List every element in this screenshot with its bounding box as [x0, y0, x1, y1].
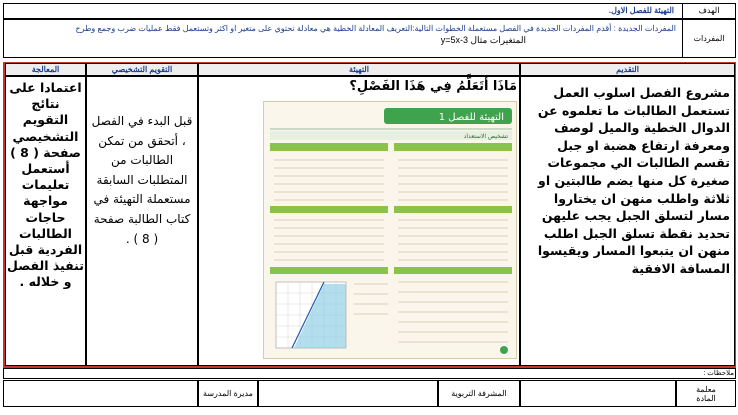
- vocab-label: المفردات: [682, 19, 736, 58]
- warmup-title: مَاذَا أَتَعَلَّمُ فِي هَذَا الفَصْلِ؟: [349, 79, 517, 94]
- vocab-example: المتغيرات مثال y=5x-3: [440, 35, 526, 45]
- diagnostic-text: قبل البدء في الفصل ، أتحقق من تمكن الطالبات من المتطلبات السابقة مستعملة التهيئة في كتاب الطالبة صفحة ( 8 ) .: [91, 114, 193, 246]
- goal-text: التهيئة للفصل الاول.: [3, 3, 683, 19]
- intro-text: مشروع الفصل اسلوب العمل تستعمل الطالبات ما تعلموه عن الدوال الخطية والميل لوصف ومعرفة ارتفاع هضبة او جبل تقسم الطالبات الي مجموعات صغيرة كل منها يضم طالبتين او ثلاثة واطلب منهن ان يختاروا مسار لتسلق الجبل يجب عليهن تحديد نقطة تسلق الجبل اطلب منهن ان يتبعوا المسار ويقيسوا المسافة الافقية: [537, 85, 730, 276]
- textbook-page-drawing: [264, 102, 517, 359]
- principal-signature-field[interactable]: [3, 380, 198, 407]
- teacher-signature-field[interactable]: [520, 380, 676, 407]
- supervisor-signature-label: المشرفة التربوية: [438, 380, 520, 407]
- col-header-warmup: التهيئة: [198, 63, 520, 76]
- vocab-cell: [3, 19, 683, 58]
- textbook-subtitle: تشخيص الاستعداد: [463, 133, 508, 140]
- principal-signature-label: مديرة المدرسة: [198, 380, 258, 407]
- col-header-treatment: المعالجة: [5, 63, 86, 76]
- col-header-diagnostic: التقويم التشخيصي: [86, 63, 198, 76]
- treatment-text: اعتمادا على نتائج التقويم التشخيصي صفحة ( 8 ) أستعمل تعليمات مواجهة حاجات الطالبات الفردية قبل تنفيذ الفصل و خلاله .: [7, 80, 84, 290]
- textbook-title: التهيئة للفصل 1: [438, 112, 504, 123]
- notes-row: [3, 368, 736, 379]
- graph-grid: [276, 282, 346, 348]
- teacher-signature-label: معلمة المادة: [676, 380, 736, 407]
- goal-label: الهدف: [682, 3, 736, 19]
- vocab-text: المفردات الجديدة : أقدم المفردات الجديدة في الفصل مستعملة الخطوات التالية:التعريف المعادلة الخطية هي معادلة تحتوي على متغير او اكثر وتستعمل فقط عمليات ضرب وجمع وطرح: [75, 24, 676, 33]
- notes-label: ملاحظات :: [703, 370, 734, 377]
- textbook-page-image: [263, 101, 517, 359]
- supervisor-signature-field[interactable]: [258, 380, 438, 407]
- col-header-intro: التقديم: [520, 63, 735, 76]
